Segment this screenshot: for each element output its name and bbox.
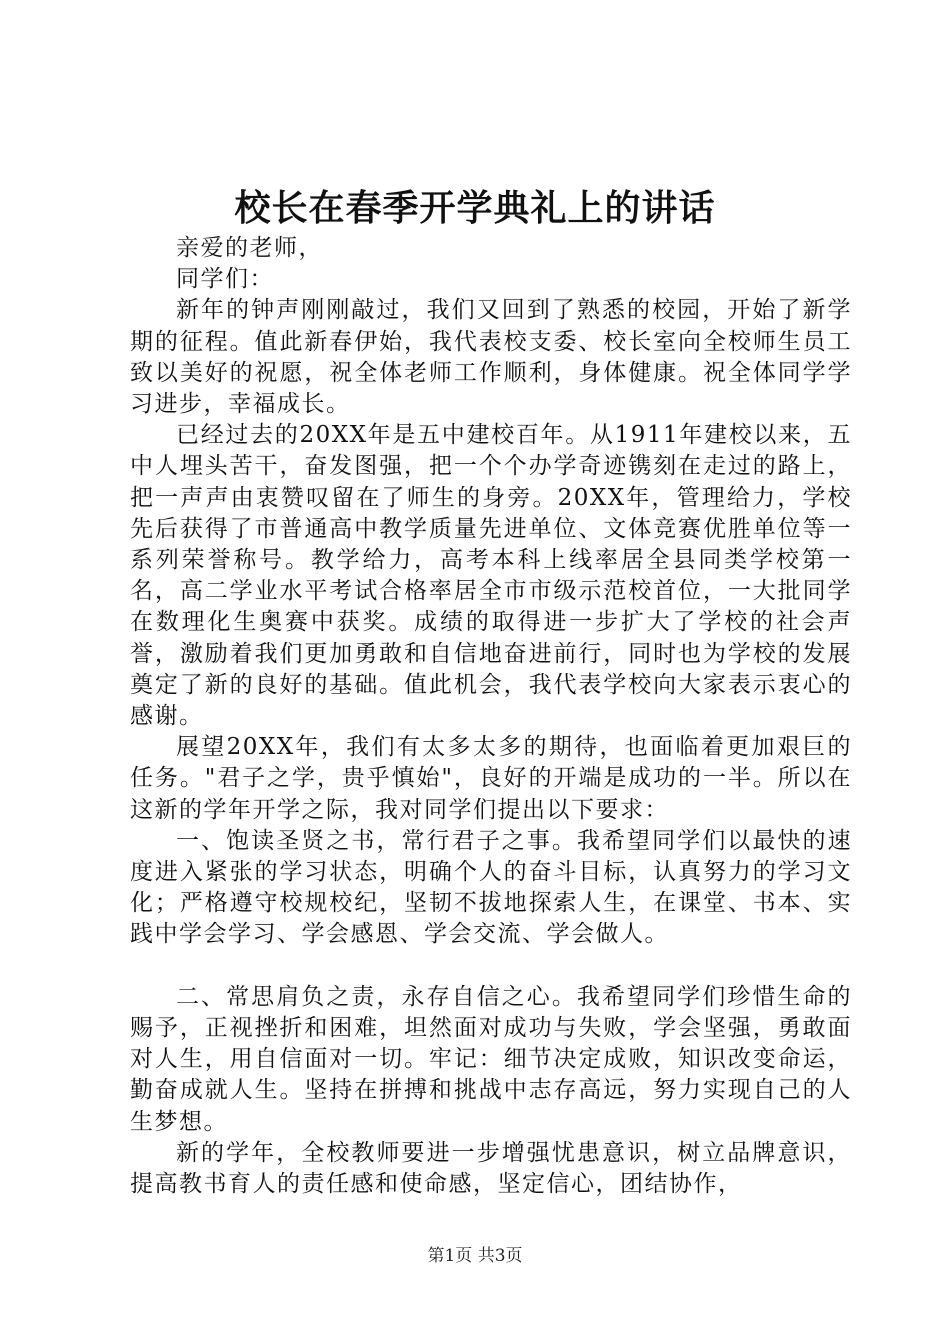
paragraph-new-year: 新年的钟声刚刚敲过，我们又回到了熟悉的校园，开始了新学期的征程。值此新春伊始，我代表校支委、校长室向全校师生员工致以美好的祝愿，祝全体老师工作顺利，身体健康。祝全体同学学习进步，幸福成长。 [130, 297, 852, 418]
greeting-teachers: 亲爱的老师， [176, 235, 323, 261]
paragraph-outlook: 展望20XX年，我们有太多太多的期待，也面临着更加艰巨的任务。"君子之学，贵乎慎始"，良好的开端是成功的一半。所以在这新的学年开学之际，我对同学们提出以下要求： [130, 734, 852, 823]
paragraph-requirement-one: 一、饱读圣贤之书，常行君子之事。我希望同学们以最快的速度进入紧张的学习状态，明确个人的奋斗目标，认真努力的学习文化；严格遵守校规校纪，坚韧不拔地探索人生，在课堂、书本、实践中学会学习、学会感恩、学会交流、学会做人。 [130, 827, 852, 948]
paragraph-requirement-two: 二、常思肩负之责，永存自信之心。我希望同学们珍惜生命的赐予，正视挫折和困难，坦然面对成功与失败，学会坚强，勇敢面对人生，用自信面对一切。牢记：细节决定成败，知识改变命运，勤奋成就人生。坚持在拼搏和挑战中志存高远，努力实现自己的人生梦想。 [130, 983, 852, 1135]
paragraph-teachers: 新的学年，全校教师要进一步增强忧患意识，树立品牌意识，提高教书育人的责任感和使命感，坚定信心，团结协作， [130, 1139, 852, 1198]
document-body [130, 233, 852, 1200]
greeting-students: 同学们： [176, 266, 274, 293]
page-number: 第1页 共3页 [427, 1246, 523, 1266]
paragraph-centennial: 已经过去的20XX年是五中建校百年。从1911年建校以来，五中人埋头苦干，奋发图强，把一个个办学奇迹镌刻在走过的路上，把一声声由衷赞叹留在了师生的身旁。20XX年，管理给力，学校先后获得了市普通高中教学质量先进单位、文体竞赛优胜单位等一系列荣誉称号。教学给力，高考本科上线率居全县同类学校第一名，高二学业水平考试合格率居全市市级示范校首位，一大批同学在数理化生奥赛中获奖。成绩的取得进一步扩大了学校的社会声誉，激励着我们更加勇敢和自信地奋进前行，同时也为学校的发展奠定了新的良好的基础。值此机会，我代表学校向大家表示衷心的感谢。 [130, 422, 852, 730]
document-title: 校长在春季开学典礼上的讲话 [234, 187, 716, 229]
